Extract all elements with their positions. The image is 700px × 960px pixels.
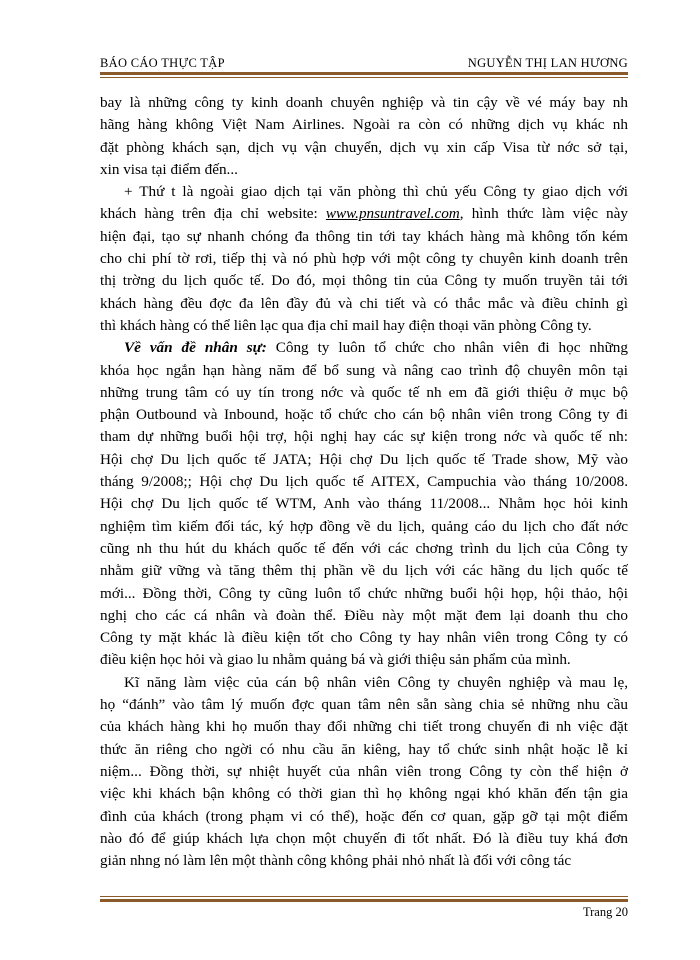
text-line: mới... Đồng thời, Công ty cũng luôn tổ chức những buổi hội họp, hội thảo, hội	[100, 584, 628, 602]
body-text	[100, 92, 628, 872]
text-line: cũng nh thu hút du khách quốc tế đến với các chơng trình du lịch của Công ty	[100, 539, 628, 557]
hr-section-heading: Về vấn đề nhân sự:	[124, 339, 267, 357]
text-line: nghiệm tìm kiếm đối tác, ký hợp đồng về du lịch, quảng cáo du lịch cho đất nớc	[100, 517, 628, 535]
text-line: Về vấn đề nhân sự: Công ty luôn tổ chức cho nhân viên đi học những	[124, 339, 628, 357]
text-line: giản nhng nó làm lên một thành công không phải nhỏ nhất là đối với công tác	[100, 852, 572, 870]
text-line: họ “đánh” vào tâm lý muốn đợc quan tâm nên sẵn sàng chia sẻ những nhu cầu	[100, 696, 628, 714]
text-line: việc khi khách bận không có thời gian thì họ không ngại khó khăn đến tận gia	[100, 785, 628, 803]
footer-rule-thin	[100, 896, 628, 897]
text-line: đình của khách (trong phạm vi có thể), hoặc đến cơ quan, gặp gỡ tại một điểm	[100, 807, 628, 825]
page-number: Trang 20	[582, 905, 628, 919]
text-line: khách hàng đều đợc đa lên đầy đủ và chi tiết và có thắc mắc và điều chỉnh gì	[100, 294, 628, 312]
text-line: nghị cho các cá nhân và đoàn thể. Điều này một mặt đem lại doanh thu cho	[100, 606, 628, 624]
text-line: phận Outbound và Inbound, hoặc tổ chức cho cán bộ nhân viên trong Công ty đi	[100, 406, 628, 424]
text-line: hiện đại, tạo sự nhanh chóng đa thông tin tới tay khách hàng mà không tốn kém	[100, 227, 628, 245]
text-line: thì khách hàng có thể liên lạc qua địa chỉ mail hay điện thoại văn phòng Công ty.	[100, 316, 592, 334]
text-line: của khách hàng khi họ muốn thay đổi những chi tiết trong chuyến đi nh việc đặt	[100, 718, 628, 736]
text-line: bay là những công ty kinh doanh chuyên nghiệp và tin cậy về vé máy bay nh	[100, 94, 628, 111]
header-rule-thin	[100, 77, 628, 78]
text-line: những trung tâm có uy tín trong nớc và quốc tế nh em đã giới thiệu ở mục bộ	[100, 383, 628, 401]
text-line: thức ăn riêng cho ngời có nhu cầu ăn kiêng, hay tổ chức sinh nhật hoặc lễ kỉ	[100, 740, 628, 758]
text-line: tham dự những buổi hội trợ, hội nghị hay các sự kiện trong nớc và quốc tế nh:	[100, 428, 628, 446]
text-line: Kĩ năng làm việc của cán bộ nhân viên Công ty chuyên nghiệp và mau lẹ,	[124, 673, 628, 691]
text-line: thị trờng du lịch quốc tế. Do đó, mọi thông tin của Công ty muốn truyền tải tới	[100, 272, 628, 290]
text-line: đặt phòng khách sạn, dịch vụ vận chuyển, dịch vụ xin cấp Visa từ nớc sở tại,	[100, 138, 628, 156]
text-line: Công ty mặt khác là điều kiện tốt cho Công ty hay nhân viên trong Công ty có	[100, 629, 628, 647]
text-line: khóa học ngắn hạn hàng năm để bổ sung và nâng cao trình độ chuyên môn tại	[100, 361, 628, 379]
text-line: điều kiện học hỏi và giao lu nhằm quảng bá và giới thiệu sản phẩm của mình.	[100, 651, 571, 669]
text-line: tháng 9/2008;; Hội chợ Du lịch quốc tế AITEX, Campuchia vào tháng 10/2008.	[100, 473, 628, 491]
text-line: khách hàng trên địa chỉ website: www.pnsuntravel.com, hình thức làm việc này	[100, 205, 628, 223]
header-rule-thick	[100, 72, 628, 75]
header-report-title: BÁO CÁO THỰC TẬP	[100, 56, 225, 70]
website-link[interactable]: www.pnsuntravel.com	[325, 205, 460, 223]
text-line: cho chi phí tờ rơi, tiếp thị và nó phù hợp với một công ty chuyên kinh doanh trên	[100, 250, 628, 268]
text-line: xin visa tại điểm đến...	[100, 160, 238, 178]
footer-rule-thick	[100, 899, 628, 902]
text-line: nhằm giữ vững và tăng thêm thị phần về du lịch với các hãng du lịch quốc tế	[100, 562, 628, 580]
text-line: + Thứ t là ngoài giao dịch tại văn phòng thì chủ yếu Công ty giao dịch với	[124, 183, 628, 201]
header-author-name: NGUYỄN THỊ LAN HƯƠNG	[467, 56, 628, 70]
text-line: Hội chợ Du lịch quốc tế WTM, Anh vào tháng 11/2008... Nhằm học hỏi kinh	[100, 495, 628, 513]
text-line: niệm... Đồng thời, sự nhiệt huyết của nhân viên trong Công ty còn thể hiện ở	[100, 762, 628, 780]
text-line: Hội chợ Du lịch quốc tế JATA; Hội chợ Du lịch quốc tế Trade show, Mỹ vào	[100, 450, 628, 468]
text-line: nào đó để giúp khách lựa chọn một chuyến đi tốt nhất. Đó là điều tuy khá đơn	[100, 829, 628, 847]
page-header	[100, 56, 628, 71]
text-line: hãng hàng không Việt Nam Airlines. Ngoài ra còn có những dịch vụ khác nh	[100, 116, 628, 134]
